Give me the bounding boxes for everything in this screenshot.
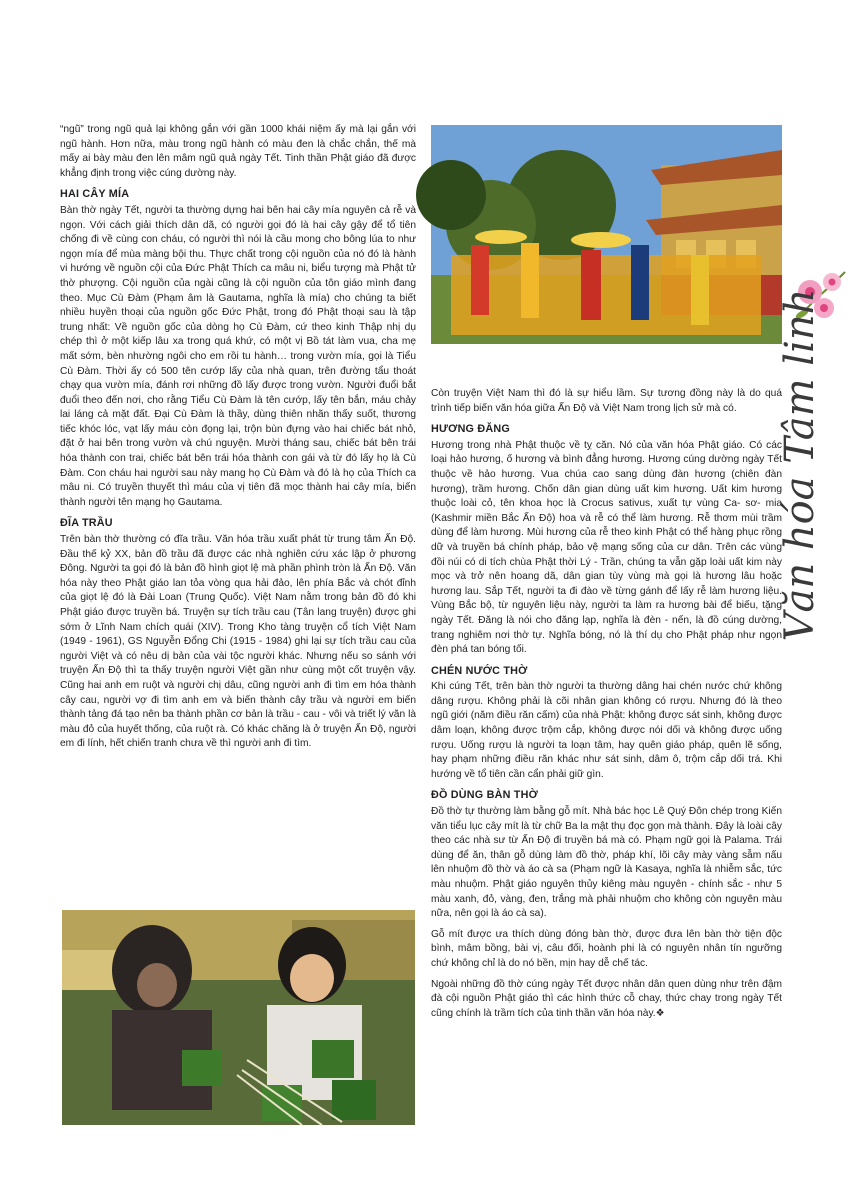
section-title-text: Văn hóa Tâm linh (777, 288, 823, 642)
ceremony-photo (431, 125, 782, 344)
paragraph-do-dung-ban-tho-2: Gỗ mít được ưa thích dùng đóng bàn thờ, được đưa lên bàn thờ tiện độc bình, mâm bồng, bài vị, câu đối, hoành phi là có nguyên nhân tín ngưỡng chứ không chỉ là do nó bền, mịn hay dễ chế tác. (431, 928, 782, 969)
paragraph-dia-trau: Trên bàn thờ thường có đĩa trầu. Văn hóa trầu xuất phát từ trung tâm Ấn Độ. Đầu thế kỷ XX, bản đồ trầu đã được các nhà nghiên cứu xác lập ở phương Đông. Người ta gọi đó là bản đồ hình giọt lệ mà phần phình tròn là Ấn Độ. Văn hóa này theo Phật giáo lan tỏa vòng qua hải đảo, lên phía Bắc và chót đỉnh của giọt lệ đó là Đài Loan (Trung Quốc). Việt Nam nằm trong bản đồ đó khi Phật giáo được truyền bá. Truyện sự tích trầu cau (Tân lang truyện) được ghi sớm ở Lĩnh Nam chích quái (XIV). Trong Kho tàng truyện cổ tích Việt Nam (1949 - 1961), GS Nguyễn Đổng Chi (1915 - 1984) ghi lại sự tích trầu cau của người Việt và có nêu dị bản của vài tộc người khác. Nhưng nếu so sánh với truyện Ấn Độ thì ta thấy truyện người Việt gần như cùng một cốt truyện vậy. Cũng hai anh em ruột và người chị dâu, cũng người anh đi tìm em hóa thành cây cau, người vợ đi tìm anh em và biến thành cây trầu và người em biến thành tảng đá tạo nên ba thành phần cơ bản là trầu - cau - vôi và triết lý văn là màu đỏ của huyết thống, của ruột rà. Có khác chăng là ở truyện Ấn Độ, người em đi lính, hết chiến tranh chưa về thì người anh đi tìm. (60, 534, 416, 750)
heading-huong-dang: HƯƠNG ĐĂNG (431, 423, 510, 436)
heading-do-dung-ban-tho: ĐỒ DÙNG BÀN THỜ (431, 789, 538, 802)
heading-chen-nuoc-tho: CHÉN NƯỚC THỜ (431, 664, 528, 677)
paragraph-huong-dang: Hương trong nhà Phật thuộc về tỵ căn. Nó của văn hóa Phật giáo. Có các loại hảo hương, ố hương và bình đẳng hương. Hương cúng dường ngày Tết thuộc về hảo hương. Vua chúa cao sang dùng đàn hương (chiên đàn hương), trầm hương. Chốn dân gian dùng uất kim hương. Uất kim hương thuộc loài cỏ, tên khoa học là Crocus sativus, xuất tự vùng Ca- sơ- mia (Kashmir miền Bắc Ấn Độ) hoa và rễ có thể làm hương. Rễ thơm mùi trầm dùng để làm hương. Mùi hương của rễ theo kinh Phật có thể hàng phục rồng dữ và truyền bá chính pháp, bảo vệ mạng sống của cư dân. Trên các vùng đồi núi có di tích chùa Phật thời Lý - Trần, chúng ta vẫn gặp loài uất kim này mọc và trở nên hoang dã, dân gian tùy vùng mà gọi là hương lâu hoặc hương lau. Sắp Tết, người ta đi đào về từng gánh để lấy rễ làm hương liệu. Vùng Bắc bộ, từ nguyên liệu này, người ta làm ra hương bài để biếu, tặng ngày Tết. Đăng là nói cho đăng lạp, nghĩa là đèn - nến, là đồ cúng dường, trang nghiêm nơi thờ tự. Nghĩa bóng, nó là thí dụ cho Phật pháp như ngọn đèn phá tan bóng tối. (431, 439, 782, 656)
heading-hai-cay-mia: HAI CÂY MÍA (60, 188, 130, 201)
right-intro-paragraph: Còn truyện Việt Nam thì đó là sự hiểu lầm. Sự tương đồng này là do quá trình tiếp biến văn hóa giữa Ấn Độ và Việt Nam trong lịch sử mà có. (431, 388, 782, 414)
right-column (431, 387, 782, 1027)
ceremony-photo-illustration (431, 125, 782, 344)
banh-chung-photo-illustration (62, 910, 415, 1125)
paragraph-chen-nuoc-tho: Khi cúng Tết, trên bàn thờ người ta thường dâng hai chén nước chứ không dâng rượu. Không phải là cõi nhân gian không có rượu. Nhưng đó là theo ngũ giới (năm điều răn cấm) của nhà Phật: không được sát sinh, không được dâm loạn, không được trộm cắp, không được nói dối và không được uống rượu. Uống rượu là người ta loạn tâm, hay quên giáo pháp, quên lẽ sống, hay phạm những điều răn khác như sát sinh, dâm ô, trộm cắp dối trá. Khi hướng về tổ tiên cần cẩn phải giữ gìn. (431, 681, 782, 780)
paragraph-do-dung-ban-tho-1: Đồ thờ tự thường làm bằng gỗ mít. Nhà bác học Lê Quý Đôn chép trong Kiến văn tiểu lục cây mít là từ chữ Ba la mật thụ đọc gọn mà thành. Đây là loài cây theo các nhà sư từ Ấn Độ đi truyền bá mà có. Phạm ngữ gọi là Palama. Trái dùng để ăn, thân gỗ dùng làm đồ thờ, pháp khí, lõi cây mày vàng sẫm nấu lên nhuộm đồ thờ và áo cà sa (Phạm ngữ là Kasaya, nghĩa là nhiễm sắc, tức màu nhuộm. Phật giáo nguyên thủy kiêng màu nguyên - chính sắc - như 5 màu xanh, đỏ, vàng, đen, trắng mà phải nhuộm cho không còn nguyên màu nữa, nên gọi là áo cà sa). (431, 806, 782, 920)
paragraph-hai-cay-mia: Bàn thờ ngày Tết, người ta thường dựng hai bên hai cây mía nguyên cả rễ và ngọn. Với cách giải thích dân dã, có người gọi đó là hai cây gậy để tổ tiên chống đi về cùng con cháu, có người thì nói là cầu mong cho bông lúa to như ngọn mía để mùa màng bội thu. Thực chất trong cội nguồn của nó đó là hành vi hướng về nguồn cội của Đức Phật Thích ca mâu ni, biểu tượng mà Phật tử thờ phượng. Cội nguồn của ngài cũng là cội nguồn của tôn giáo mình đang theo. Mục Cù Đàm (Phạm âm là Gautama, nghĩa là mía) cho chúng ta biết nhiều huyền thoại của nguồn gốc Đức Phật, trong đó Phật thoại sau là tập trung nhất: Về nguồn gốc của dòng họ Cù Đàm, cứ theo kinh Thập nhị dụ chép thì ở một kiếp lâu xa trong quá khứ, có một vị Bồ tát làm vua, cha mẹ mất sớm, bèn nhường ngôi cho em rồi tu hành… trong vườn mía, gọi là Tiểu Cù Đàm. Thời ấy có 500 tên cướp lấy của nhà quan, trên đường tẩu thoát chạy qua vườn mía, đánh rơi những đồ lấy được trong vườn. Người đuổi bắt đuổi theo đến nơi, cho rằng Tiểu Cù Đàm là tên cướp, lấy tên bắn, máu chảy lai láng cả mặt đất. Đại Cù Đàm là thầy, dùng thiên nhãn thấy suốt, thương tiếc khóc lóc, vạt lấy máu còn đọng lại, trộn bùn đựng vào hai chiếc bát nhỏ, đặt ở hai bên trong vườn và chú nguyện. Mười tháng sau, chiếc bát bên trái hóa thành con trai, chiếc bát bên trái hóa thành con gái và từ đó lấy họ là Cù Đàm. Con cháu hai người sau này mang họ Cù Đàm và đó là họ của Thích ca mâu ni. Có truyền thuyết thì máu của vị tiên đã mọc thành hai cây mía, biến thành người tên mạng họ Gautama. (60, 204, 416, 508)
section-title-vertical (777, 288, 843, 642)
banh-chung-photo (62, 910, 415, 1125)
left-intro-paragraph: “ngũ” trong ngũ quả lại không gắn với gần 1000 khái niệm ấy mà lại gắn với ngũ hành. Hơn nữa, màu trong ngũ hành có màu đen là chắc chắn, thế mà mấy ai bày màu đen lên mâm ngũ quả ngày Tết. Tinh thần Phật giáo đã được khẳng định trong việc cúng dường này. (60, 124, 416, 179)
paragraph-do-dung-ban-tho-3: Ngoài những đồ thờ cúng ngày Tết được nhân dân quen dùng như trên đậm đà cội nguồn Phật giáo thì các hình thức cỗ chay, thức chay trong ngày Tết cũng chính là trầm tích của tinh thần văn hóa này.❖ (431, 978, 782, 1019)
heading-dia-trau: ĐĨA TRẦU (60, 517, 113, 530)
left-column (60, 123, 416, 758)
